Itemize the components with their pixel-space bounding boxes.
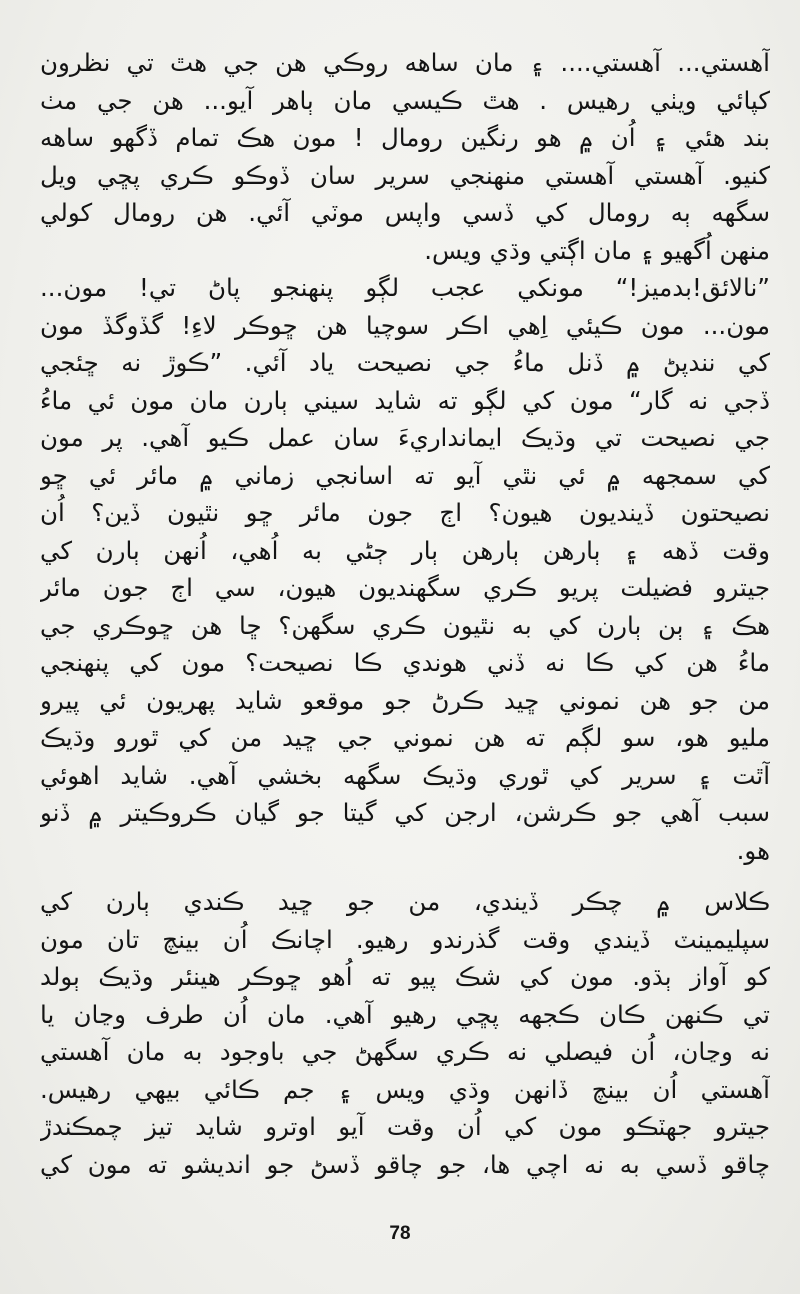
text-line: جيترو فضيلت پريو ڪري سگهنديون هيون، سي اڄ جون مائر [40,573,770,602]
paragraph-1 [40,44,770,269]
text-line: وقت ڏهه ۽ ٻارهن ٻارهن ٻار ڄڻي به اُهي، اُنهن ٻارن کي [40,535,770,565]
text-line: کي نندپڻ ۾ ڏنل ماءُ جي نصيحت ياد آئي. ”ڪوڙ نه ڇئجي [40,348,770,377]
text-line: سگهه ٻه رومال کي ڏسي واپس موٽي آئي. هن رومال کولي [40,198,770,227]
text-line: سبب آهي جو ڪرشن، ارجن کي گيتا جو گيان ڪروڪيتر ۾ ڏنو [40,798,770,827]
text-line: جيترو جهٽڪو مون کي اُن وقت آيو اوترو شايد تيز چمڪندڙ [40,1112,770,1141]
text-line: بند هئي ۽ اُن ۾ هو رنگين رومال ! مون هڪ تمام ڏگهو ساهه [40,123,770,152]
paragraph-3 [40,883,770,1183]
text-line: ”نالائق!بدميز!“ مونکي عجب لڳو پنهنجو پاڻ تي! مون... [40,273,770,302]
text-line: آهستي... آهستي.... ۽ مان ساهه روڪي هن جي هٿ تي نظرون [40,48,770,77]
text-line: نصيحتون ڏينديون هيون؟ اڄ جون مائر ڇو نٿيون ڏين؟ اُن [40,498,770,527]
text-line: کنيو. آهستي آهستي منهنجي سرير سان ڏوڪو ڪري پڇي ويل [40,160,770,190]
text-line: کي سمجهه ۾ ئي نٿي آيو ته اسانجي زماني ۾ مائر ئي ڇو [40,460,770,490]
text-line: من جو هن نموني ڇيد ڪرڻ جو موقعو شايد پهريون ئي پيرو [40,685,770,715]
paragraph-2 [40,269,770,869]
text-line: آٿت ۽ سرير کي ٿوري وڌيڪ سگهه بخشي آهي. شايد اهوئي [40,760,770,790]
text-line: منهن اُگهيو ۽ مان اڳتي وڌي ويس. [424,235,770,265]
text-line: هڪ ۽ ٻن ٻارن کي به نٿيون ڪري سگهن؟ ڇا هن ڇوڪري جي [40,610,770,640]
text-line: ماءُ هن کي ڪا نه ڏني هوندي ڪا نصيحت؟ مون کي پنهنجي [40,648,770,677]
text-line: سپليمينٽ ڏيندي وقت گذرندو رهيو. اچانڪ اُن بينچ تان مون [40,924,770,954]
body-text [40,44,770,1183]
text-line: کو آواز ٻڌو. مون کي شڪ پيو ته اُهو ڇوڪر هينئر وڌيڪ ٻولد [40,962,770,991]
text-line: هو. [736,835,770,865]
paragraph-gap [40,869,770,883]
text-line: مليو هو، سو لڳم ته هن نموني جي ڇيد من کي ٿورو وڌيڪ [40,723,770,752]
text-line: کپائي ويٺي رهيس . هٿ ڪيسي مان ٻاهر آيو... هن جي مٺ [40,85,770,115]
text-line: مون... مون ڪيئي اِهي اڪر سوچيا هن ڇوڪر لاءِ! گڏوگڏ مون [40,310,770,340]
text-line: جي نصيحت تي وڌيڪ ايمانداريءَ سان عمل ڪيو آهي. پر مون [40,423,770,452]
text-line: آهستي اُن بينچ ڏانهن وڌي ويس ۽ جم ڪائي بيهي رهيس. [40,1074,770,1104]
text-line: چاقو ڏسي به نه اچي ها، جو چاقو ڏسڻ جو انديشو ته مون کي [40,1149,770,1179]
text-line: نه وڃان، اُن فيصلي نه ڪري سگهڻ جي باوجود به مان آهستي [40,1037,770,1066]
page-number: 78 [389,1223,411,1244]
text-line: ڪلاس ۾ چڪر ڏيندي، من جو ڇيد ڪندي ٻارن کي [40,887,770,916]
text-line: تي ڪنهن ڪان ڪجهه پڇي رهيو آهي. مان اُن طرف وڃان يا [40,999,770,1029]
text-line: ڏجي نه گار“ مون کي لڳو ته شايد سيني ٻارن مان مون ئي ماءُ [40,385,770,415]
